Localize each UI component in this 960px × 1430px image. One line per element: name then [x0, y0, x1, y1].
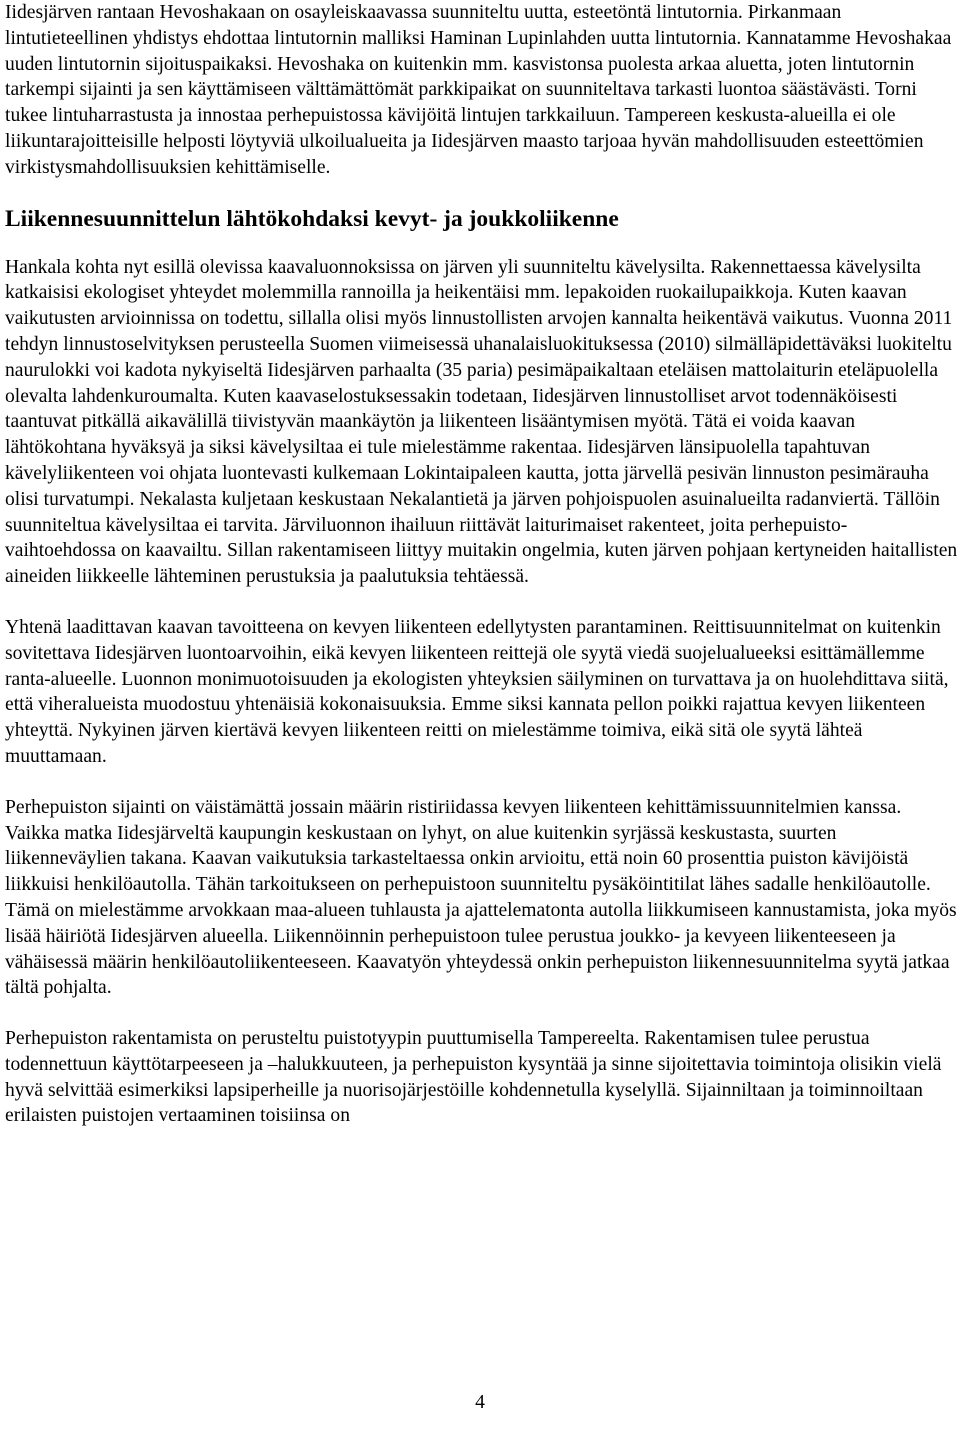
document-page — [5, 0, 958, 1129]
body-paragraph: Perhepuiston rakentamista on perusteltu puistotyypin puuttumisella Tampereelta. Rakentamisen tulee perustua todennettuun käyttötarpeeseen ja –halukkuuteen, ja perhepuiston kysyntää ja sinne sijoitettavia toimintoja olisikin vielä hyvä selvittää esimerkiksi lapsiperheille ja nuorisojärjestöille kohdennetulla kyselyllä. Sijainniltaan ja toiminnoiltaan erilaisten puistojen vertaaminen toisiinsa on — [5, 1028, 942, 1127]
page-number: 4 — [475, 1392, 485, 1413]
body-paragraph: Iidesjärven rantaan Hevoshakaan on osayleiskaavassa suunniteltu uutta, esteetöntä lintutornia. Pirkanmaan lintutieteellinen yhdistys ehdottaa lintutornin malliksi Haminan Lupinlahden uutta lintutornia. Kannatamme Hevoshakaa uuden lintutornin sijoituspaikaksi. Hevoshaka on kuitenkin mm. kasvistonsa puolesta arkaa aluetta, joten lintutornin tarkempi sijainti ja sen käyttämiseen välttämättömät parkkipaikat on suunniteltava tarkasti luontoa säästävästi. Torni tukee lintuharrastusta ja innostaa perhepuistossa kävijöitä lintujen tarkkailuun. Tampereen keskusta-alueilla ei ole liikuntarajoitteisille helposti löytyviä ulkoilualueita ja Iidesjärven maasto tarjoaa hyvän mahdollisuuden esteettömien virkistysmahdollisuuksien kehittämiselle. — [5, 2, 952, 178]
body-paragraph: Perhepuiston sijainti on väistämättä jossain määrin ristiriidassa kevyen liikenteen kehittämissuunnitelmien kanssa. Vaikka matka Iidesjärveltä kaupungin keskustaan on lyhyt, on alue kuitenkin syrjässä keskustasta, suurten liikenneväylien takana. Kaavan vaikutuksia tarkasteltaessa onkin arvioitu, että noin 60 prosenttia puiston kävijöistä liikkuisi henkilöautolla. Tähän tarkoitukseen on perhepuistoon suunniteltu pysäköintitilat lähes sadalle henkilöautolle. Tämä on mielestämme arvokkaan maa-alueen tuhlausta ja ajattelematonta autolla liikkumiseen kannustamista, joka myös lisää häiriötä Iidesjärven alueella. Liikennöinnin perhepuistoon tulee perustua joukko- ja kevyeen liikenteeseen ja vähäisessä määrin henkilöautoliikenteeseen. Kaavatyön yhteydessä onkin perhepuiston liikennesuunnitelma syytä jatkaa tältä pohjalta. — [5, 796, 957, 999]
body-paragraph: Hankala kohta nyt esillä olevissa kaavaluonnoksissa on järven yli suunniteltu kävelysilta. Rakennettaessa kävelysilta katkaisisi ekologiset yhteydet molemmilla rannoilla ja heikentäisi mm. lepakoiden ruokailupaikkoja. Kuten kaavan vaikutusten arvioinnissa on todettu, sillalla olisi myös linnustollisten arvojen kannalta heikentävä vaikutus. Vuonna 2011 tehdyn linnustoselvityksen perusteella Suomen viimeisessä uhanalaisluokituksessa (2010) silmälläpidettäväksi luokiteltu naurulokki voi kadota nykyiseltä Iidesjärven parhaalta (35 paria) pesimäpaikaltaan eteläisen mattolaiturin eteläpuolella olevalta lahdenkuroumalta. Kuten kaavaselostuksessakin todetaan, Iidesjärven linnustolliset arvot todennäköisesti taantuvat pitkällä aikavälillä tiivistyvän maankäytön ja liikenteen lisääntymisen myötä. Tätä ei voida kaavan lähtökohtana hyväksyä ja siksi kävelysiltaa ei tule mielestämme rakentaa. Iidesjärven länsipuolella tapahtuvan kävelyliikenteen voi ohjata luontevasti kulkemaan Lokintaipaleen kautta, jotta järvellä pesivän linnuston pesimärauha olisi turvatumpi. Nekalasta kuljetaan keskustaan Nekalantietä ja järven pohjoispuolen asuinalueilta radanviertä. Tällöin suunniteltua kävelysiltaa ei tarvita. Järviluonnon ihailuun riittävät laiturimaiset rakenteet, joita perhepuisto-vaihtoehdossa on kaavailtu. Sillan rakentamiseen liittyy muitakin ongelmia, kuten järven pohjaan kertyneiden haitallisten aineiden liikkeelle lähteminen perustuksia ja paalutuksia tehtäessä. — [5, 256, 958, 588]
body-paragraph: Yhtenä laadittavan kaavan tavoitteena on kevyen liikenteen edellytysten parantaminen. Reittisuunnitelmat on kuitenkin sovitettava Iidesjärven luontoarvoihin, eikä kevyen liikenteen reittejä ole syytä viedä suojelualueeksi esittämällemme ranta-alueelle. Luonnon monimuotoisuuden ja ekologisten yhteyksien säilyminen on turvattava ja on huolehdittava siitä, että viheralueista muodostuu yhtenäisiä kokonaisuuksia. Emme siksi kannata pellon poikki rajattua kevyen liikenteen yhteyttä. Nykyinen järven kiertävä kevyen liikenteen reitti on mielestämme toimiva, eikä sitä ole syytä lähteä muuttamaan. — [5, 616, 949, 767]
section-heading: Liikennesuunnittelun lähtökohdaksi kevyt- ja joukkoliikenne — [5, 205, 619, 232]
